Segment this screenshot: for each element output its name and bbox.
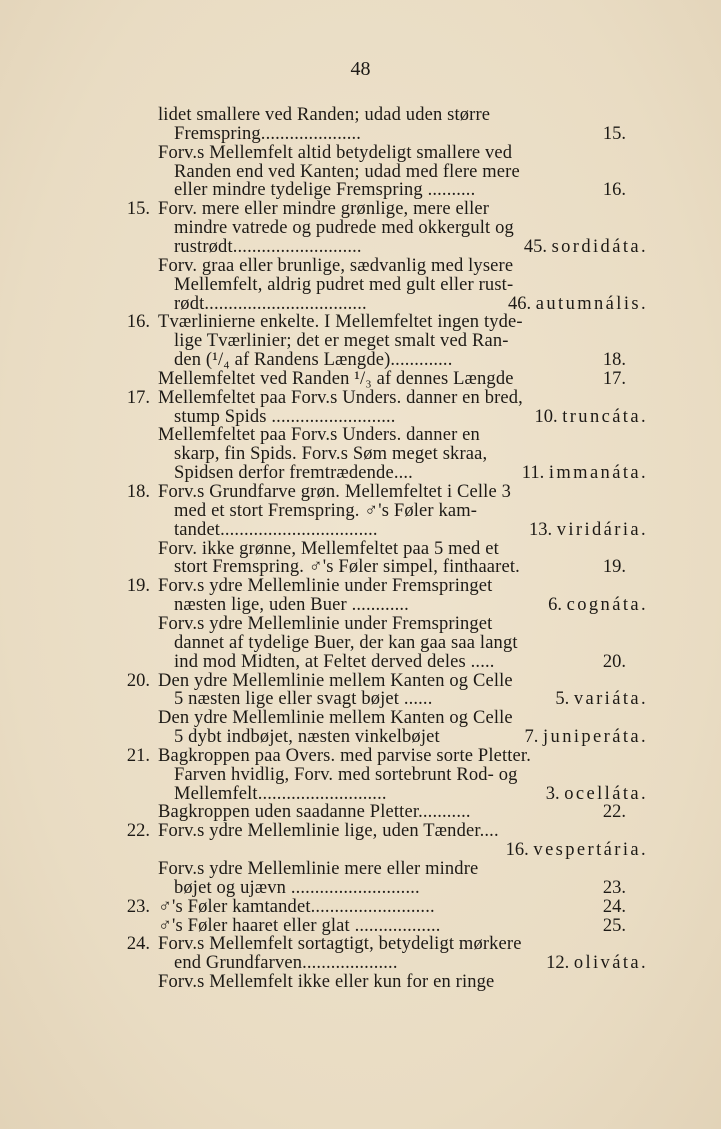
key-line (0, 859, 721, 879)
key-line (0, 821, 721, 841)
species-number: 13. (528, 519, 553, 540)
couplet-reference: 24. (602, 896, 626, 917)
key-line (0, 237, 721, 257)
key-line (0, 897, 721, 917)
line-text: Forv.s ydre Mellemlinie under Fremspringet (158, 613, 493, 634)
key-line (0, 539, 721, 559)
line-text: næsten lige, uden Buer ............ (174, 595, 409, 616)
species-name: viridária. (556, 519, 648, 540)
line-text: eller mindre tydelige Fremspring .......... (174, 180, 476, 201)
key-line (0, 482, 721, 502)
species-name: ocelláta. (564, 783, 648, 804)
line-text: ind mod Midten, at Feltet derved deles ..... (174, 651, 495, 672)
line-text: Mellemfeltet paa Forv.s Unders. danner en (158, 425, 480, 446)
line-text: Tværlinierne enkelte. I Mellemfeltet ingen tyde- (158, 312, 523, 333)
line-text: Forv.s Grundfarve grøn. Mellemfeltet i Celle 3 (158, 482, 511, 502)
key-line (0, 407, 721, 427)
couplet-number: 22. (126, 821, 150, 842)
line-text: Forv.s ydre Mellemlinie under Fremspringet (158, 576, 493, 597)
couplet-number: 19. (126, 576, 150, 597)
key-line (0, 124, 721, 144)
key-line (0, 746, 721, 766)
couplet-reference: 16. (602, 180, 626, 201)
line-text: den (¹/₄ af Randens Længde)............. (174, 350, 453, 371)
line-text: Mellemfelt........................... (174, 783, 387, 804)
key-line (0, 520, 721, 540)
key-line (0, 463, 721, 483)
species-number: 5. (555, 689, 570, 710)
line-text: skarp, fin Spids. Forv.s Søm meget skraa, (174, 444, 488, 465)
species-number: 16. (505, 840, 529, 861)
key-line (0, 671, 721, 691)
key-line (0, 369, 721, 389)
key-line (0, 180, 721, 200)
couplet-reference: 22. (602, 802, 626, 823)
line-text: dannet af tydelige Buer, der kan gaa saa langt (174, 632, 518, 653)
key-line (0, 633, 721, 653)
couplet-number: 15. (126, 199, 150, 220)
line-text: ♂'s Føler kamtandet.......................... (158, 896, 435, 917)
species-name: autumnális. (535, 293, 648, 314)
key-line (0, 953, 721, 973)
key-line (0, 840, 721, 860)
line-text: med et stort Fremspring. ♂'s Føler kam- (174, 500, 478, 521)
line-text: Forv. mere eller mindre grønlige, mere eller (158, 199, 490, 220)
key-line (0, 501, 721, 521)
couplet-reference: 25. (602, 915, 626, 936)
species-number: 3. (545, 783, 560, 804)
key-line (0, 199, 721, 219)
line-text: Mellemfeltet paa Forv.s Unders. danner en bred, (158, 387, 523, 408)
species-entry (529, 520, 648, 540)
line-text: stump Spids .......................... (174, 406, 396, 427)
couplet-reference: 15. (602, 123, 626, 144)
line-text: rustrødt........................... (174, 236, 362, 257)
key-line (0, 425, 721, 445)
line-text: Forv.s Mellemfelt altid betydeligt smallere ved (158, 142, 513, 163)
line-text: Spidsen derfor fremtrædende.... (174, 463, 413, 484)
line-text: 5 dybt indbøjet, næsten vinkelbøjet (174, 727, 440, 748)
species-name: sordidáta. (551, 236, 648, 257)
species-name: variáta. (573, 689, 648, 710)
line-text: Mellemfeltet ved Randen ¹/₃ af dennes Længde (158, 368, 514, 389)
species-name: truncáta. (562, 406, 648, 427)
line-text: lidet smallere ved Randen; udad uden større (158, 105, 491, 125)
species-name: juniperáta. (543, 727, 648, 748)
key-line (0, 765, 721, 785)
line-text: ♂'s Føler haaret eller glat .................. (158, 915, 441, 936)
key-line (0, 162, 721, 182)
species-entry (508, 294, 648, 314)
species-number: 11. (521, 463, 545, 484)
species-entry (548, 595, 648, 615)
species-number: 10. (534, 406, 558, 427)
line-text: tandet................................. (174, 519, 378, 540)
key-line (0, 934, 721, 954)
line-text: Farven hvidlig, Forv. med sortebrunt Rod- og (174, 764, 518, 785)
line-text: Forv.s ydre Mellemlinie mere eller mindre (158, 859, 479, 879)
couplet-number: 18. (126, 482, 150, 502)
couplet-number: 17. (126, 387, 150, 408)
key-line (0, 878, 721, 898)
line-text: Forv. graa eller brunlige, sædvanlig med lysere (158, 255, 514, 276)
line-text: bøjet og ujævn ........................... (174, 877, 420, 898)
key-line (0, 256, 721, 276)
species-number: 7. (524, 727, 539, 748)
line-text: Fremspring..................... (174, 123, 362, 144)
line-text: Den ydre Mellemlinie mellem Kanten og Celle (158, 670, 513, 691)
species-name: oliváta. (573, 953, 648, 974)
key-line (0, 784, 721, 804)
key-line (0, 350, 721, 370)
line-text: Bagkroppen paa Overs. med parvise sorte Pletter. (158, 745, 531, 766)
couplet-reference: 19. (602, 557, 626, 578)
species-entry (524, 237, 648, 257)
key-line (0, 275, 721, 295)
key-line (0, 388, 721, 408)
key-line (0, 557, 721, 577)
key-line (0, 331, 721, 351)
line-text: 5 næsten lige eller svagt bøjet ...... (174, 689, 433, 710)
line-text: lige Tværlinier; det er meget smalt ved Ran- (174, 331, 509, 352)
species-name: cognáta. (566, 595, 648, 616)
species-entry (546, 953, 648, 973)
couplet-number: 21. (126, 745, 150, 766)
couplet-number: 16. (126, 312, 150, 333)
key-line (0, 708, 721, 728)
species-entry (555, 689, 648, 709)
line-text: stort Fremspring. ♂'s Føler simpel, finthaaret. (174, 557, 520, 578)
key-line (0, 312, 721, 332)
line-text: end Grundfarven.................... (174, 953, 398, 974)
line-text: Forv.s ydre Mellemlinie lige, uden Tænder.... (158, 821, 499, 842)
line-text: mindre vatrede og pudrede med okkergult og (174, 218, 514, 239)
line-text: Forv. ikke grønne, Mellemfeltet paa 5 med et (158, 538, 499, 559)
key-line (0, 595, 721, 615)
key-line (0, 444, 721, 464)
species-number: 46. (508, 293, 532, 314)
species-name: vespertária. (533, 840, 648, 861)
couplet-number: 24. (126, 934, 150, 955)
key-line (0, 105, 721, 125)
key-line (0, 294, 721, 314)
key-line (0, 802, 721, 822)
key-line (0, 576, 721, 596)
couplet-number: 23. (126, 896, 150, 917)
line-text: Forv.s Mellemfelt ikke eller kun for en ringe (158, 972, 495, 993)
line-text: rødt.................................. (174, 293, 367, 314)
line-text: Mellemfelt, aldrig pudret med gult eller rust- (174, 274, 514, 295)
line-text: Den ydre Mellemlinie mellem Kanten og Celle (158, 708, 513, 729)
couplet-reference: 20. (602, 651, 626, 672)
line-text: Forv.s Mellemfelt sortagtigt, betydeligt mørkere (158, 934, 522, 955)
key-line (0, 218, 721, 238)
species-entry (534, 407, 648, 427)
page-number: 48 (350, 58, 371, 80)
species-entry (506, 840, 648, 860)
couplet-reference: 17. (602, 368, 626, 389)
key-line (0, 652, 721, 672)
species-number: 6. (548, 595, 563, 616)
species-number: 12. (546, 953, 570, 974)
couplet-number: 20. (126, 670, 150, 691)
key-line (0, 972, 721, 992)
couplet-reference: 23. (602, 877, 626, 898)
species-name: immanáta. (548, 463, 648, 484)
line-text: Randen end ved Kanten; udad med flere mere (174, 161, 520, 182)
couplet-reference: 18. (602, 350, 626, 371)
species-entry (522, 463, 648, 483)
species-entry (525, 727, 649, 747)
key-line (0, 689, 721, 709)
key-line (0, 614, 721, 634)
key-line (0, 727, 721, 747)
key-line (0, 916, 721, 936)
species-entry (546, 784, 648, 804)
line-text: Bagkroppen uden saadanne Pletter........... (158, 802, 471, 823)
key-line (0, 143, 721, 163)
species-number: 45. (523, 236, 547, 257)
